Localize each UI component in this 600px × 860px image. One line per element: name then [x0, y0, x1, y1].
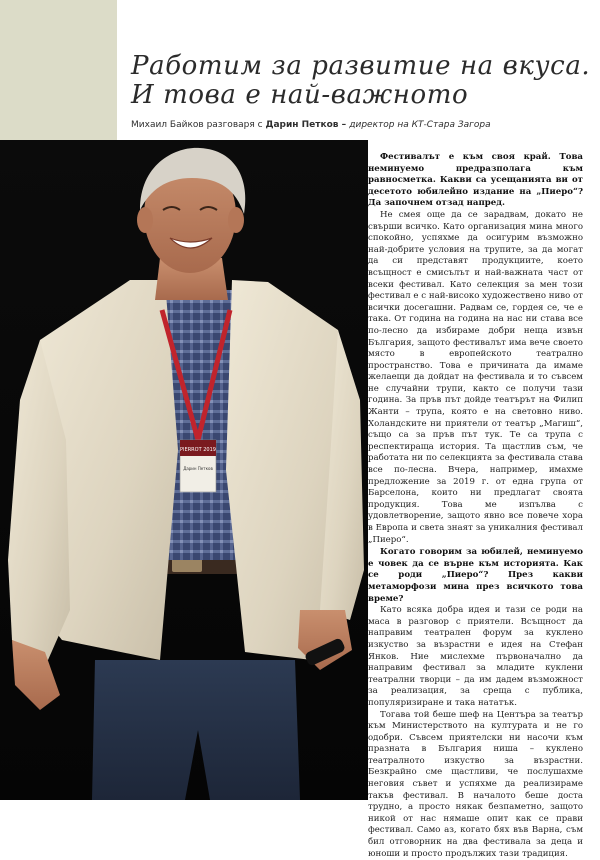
byline-name: Дарин Петков [265, 120, 338, 130]
answer-2a: Като всяка добра идея и тази се роди на маса в разговор с приятели. Всъщност да направим театрален форум за куклено изкуство за възрастни е идея на Стефан Янков. Ние мислехме първоначално да направим фестивал за младите куклени театрални творци – да им дадем възможност за реализация, за среща с публика, популяризиране и така нататък. [368, 605, 583, 709]
byline-role: директор на КТ-Стара Загора [349, 120, 490, 130]
answer-1: Не смея още да се зарадвам, докато не свърши всичко. Като организация мина много спокойно, успяхме да осигурим възможно най-добрите условия на трупите, за да могат да си представят продукциите, което всъщност е смисълът и най-важната част от всеки фестивал. Като селекция за мен този фестивал е с най-високо художествено ниво от всички досегашни. Радвам се, гордея се, че е така. От година на година на нас ни става все по-лесно да избираме добри неща извън България, защото фестивалът има вече своето място в европейското театрално пространство. Това е причината да имаме желаещи да дойдат на фестивала и то съвсем не случайни трупи, както се получи тази година. За пръв път дойде театърът на Филип Жанти – трупа, която е на световно ниво. Холандските ни приятели от театър „Магиш“, също са за пръв път тук. Те са трупа с респектираща история. Та щастлив съм, че работата ни по селекцията за фестивала става все по-лесна. Вчера, например, имахме предложение за 2019 г. от една група от Барселона, които ни предлагат своята продукция. Това ме изпълва с удовлетворение, защото явно все повече хора в Европа и света знаят за уникалния фестивал „Пиеро“. [368, 210, 583, 546]
badge-name: Дарин Петков [183, 466, 213, 471]
name-badge [180, 440, 216, 492]
article-title [131, 52, 581, 110]
title-line-2: И това е най-важното [131, 81, 581, 110]
question-2: Когато говорим за юбилей, неминуемо е човек да се върне към историята. Как се роди „Пиеро“? През какви метаморфози мина през всичкото това време? [368, 547, 583, 605]
answer-2b: Тогава той беше шеф на Центъра за театър към Министерството на културата и не го одобри. Съвсем приятелски ни насочи към празната в България ниша – куклено театралното изкуство за възрастни. Безкрайно сме щастливи, че послушахме неговия съвет и успяхме да реализираме такъв фестивал. В началото беше доста трудно, а просто някак безпаметно, защото никой от нас нямаше опит как се прави фестивал. Само аз, когато бях във Варна, съм бил отговорник на два фестивала за деца и юноши и просто продължих тази традиция. [368, 710, 583, 860]
article-body [368, 152, 583, 792]
byline-prefix: Михаил Байков разговаря с [131, 120, 263, 130]
badge-title: PIERROT 2019 [180, 447, 216, 453]
byline-dash: – [338, 120, 349, 130]
byline [131, 119, 581, 131]
question-1: Фестивалът е към своя край. Това неминуемо предразполага към равносметка. Какви са усещанията ви от десетото юбилейно издание на „Пиеро“? Да започнем отзад напред. [368, 152, 583, 210]
title-line-1: Работим за развитие на вкуса. [131, 52, 581, 81]
portrait-photo [0, 140, 368, 800]
